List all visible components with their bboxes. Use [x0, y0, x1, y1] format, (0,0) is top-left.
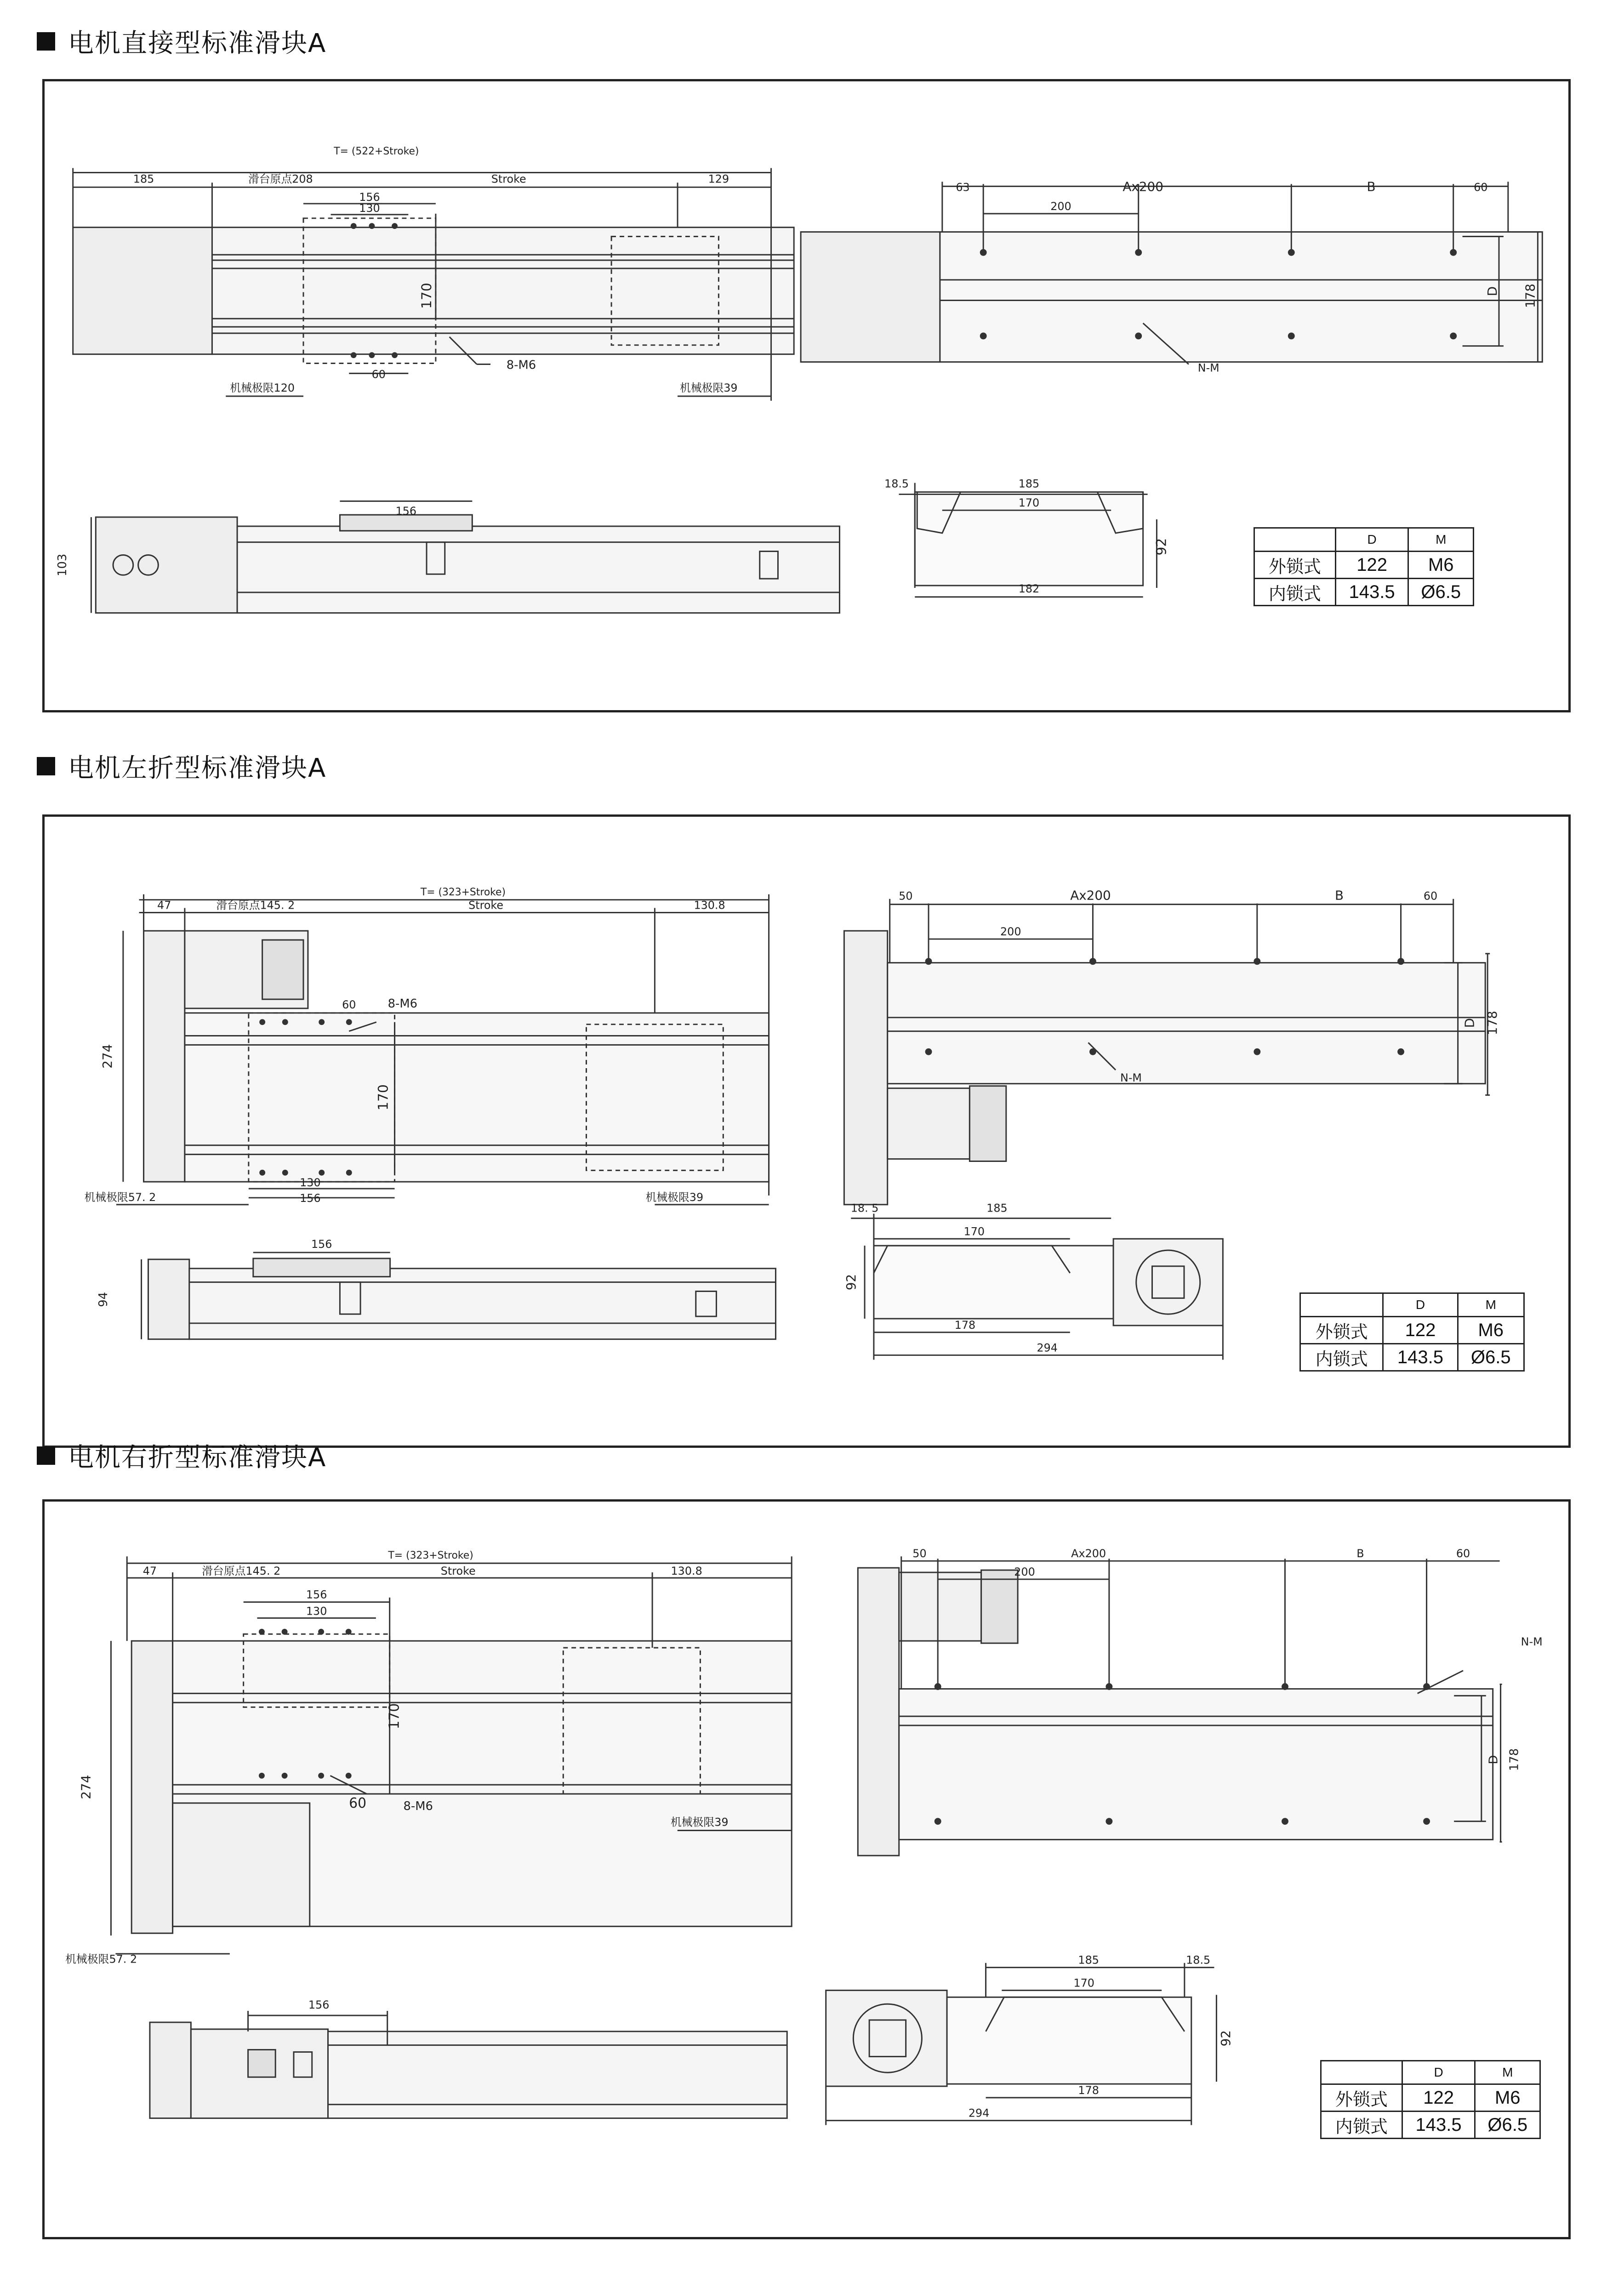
- dim-60: 60: [342, 998, 356, 1011]
- dim-end-92: 92: [843, 1274, 859, 1291]
- dim-side-156: 156: [311, 1238, 332, 1251]
- limit-right-label: 机械极限39: [670, 1816, 729, 1829]
- dim-63: 63: [956, 181, 970, 194]
- section-title-text: 电机右折型标准滑块A: [68, 1443, 327, 1473]
- side-view-labels: [308, 1998, 330, 2011]
- right-end-label: 129: [708, 172, 729, 186]
- stroke-label: Stroke: [491, 172, 526, 186]
- dim-end-294: 294: [968, 2106, 990, 2120]
- dim-200: 200: [1014, 1565, 1035, 1578]
- dim-end-18-5: 18.5: [884, 477, 909, 490]
- row-internal-d: 143.5: [1335, 579, 1408, 606]
- row-internal-label: 内锁式: [1254, 579, 1336, 606]
- dim-50: 50: [912, 1547, 927, 1560]
- dim-end-92: 92: [1218, 2030, 1234, 2047]
- dim-60: 60: [371, 368, 386, 381]
- dim-b: B: [1356, 1547, 1364, 1560]
- rail-body: [212, 228, 794, 354]
- dim-end-182: 182: [1018, 582, 1040, 595]
- left-block-label: 185: [133, 172, 154, 186]
- row-external-label: 外锁式: [1254, 552, 1336, 579]
- dim-end-170: 170: [1073, 1976, 1094, 1990]
- dim-ax200: Ax200: [1071, 1547, 1106, 1560]
- dim-170: 170: [375, 1084, 392, 1110]
- stroke-label: Stroke: [468, 899, 504, 912]
- screw-label: 8-M6: [387, 996, 418, 1011]
- drawing-panel-direct: [42, 79, 1571, 712]
- row-external-d: 122: [1402, 2084, 1475, 2112]
- nm-label: N-M: [1197, 361, 1219, 375]
- col-m: M: [1475, 2061, 1540, 2084]
- dim-end-18-5: 18.5: [1186, 1953, 1211, 1967]
- row-internal-m: Ø6.5: [1408, 579, 1474, 606]
- total-length-label: T= (522+Stroke): [334, 145, 419, 157]
- col-d: D: [1402, 2061, 1475, 2084]
- nm-label: N-M: [1521, 1635, 1543, 1649]
- drawing-panel-right-fold: [42, 1499, 1571, 2239]
- front-view: [116, 894, 769, 1205]
- limit-right-label: 机械极限39: [680, 381, 738, 395]
- dim-178: 178: [1507, 1748, 1521, 1771]
- dim-156: 156: [300, 1191, 321, 1205]
- screw-label: 8-M6: [403, 1799, 433, 1813]
- dim-60-top: 60: [1456, 1547, 1470, 1560]
- col-m: M: [1408, 528, 1474, 552]
- motor-block: [73, 228, 212, 354]
- dim-end-294: 294: [1037, 1341, 1058, 1355]
- lock-spec-table: [1320, 2060, 1541, 2139]
- dim-200: 200: [1000, 925, 1021, 939]
- section-title-text: 电机左折型标准滑块A: [68, 753, 327, 783]
- dim-end-178: 178: [954, 1318, 976, 1332]
- dim-end-178: 178: [1078, 2083, 1099, 2097]
- dim-b: B: [1334, 888, 1344, 903]
- limit-left-label: 机械极限57. 2: [84, 1190, 156, 1204]
- limit-left-label: 机械极限120: [230, 381, 295, 395]
- dim-side-94: 94: [97, 1292, 111, 1307]
- dim-end-185: 185: [1078, 1953, 1099, 1967]
- top-view: [844, 899, 1490, 1205]
- right-end-label: 130.8: [694, 899, 725, 912]
- dim-178: 178: [1522, 284, 1538, 308]
- limit-left-label: 机械极限57. 2: [65, 1952, 137, 1966]
- dim-side-156: 156: [395, 505, 417, 518]
- row-external-d: 122: [1335, 552, 1408, 579]
- screw-label: 8-M6: [506, 358, 536, 372]
- left-block-label: 47: [157, 899, 171, 912]
- col-m: M: [1458, 1293, 1524, 1317]
- origin-label: 滑台原点145. 2: [202, 1565, 281, 1578]
- dim-274: 274: [78, 1775, 94, 1799]
- top-view: [801, 182, 1542, 364]
- row-internal-d: 143.5: [1383, 1344, 1458, 1371]
- row-external-m: M6: [1475, 2084, 1540, 2112]
- section-1-title: [37, 21, 326, 62]
- left-block-label: 47: [142, 1565, 157, 1578]
- dim-ax200: Ax200: [1123, 179, 1163, 194]
- row-internal-label: 内锁式: [1300, 1344, 1383, 1371]
- stroke-label: Stroke: [440, 1565, 476, 1578]
- dim-200: 200: [1050, 199, 1071, 213]
- dim-b: B: [1367, 179, 1376, 194]
- dim-60: 60: [349, 1795, 367, 1811]
- nm-label: N-M: [1120, 1071, 1142, 1084]
- dim-130: 130: [359, 201, 380, 215]
- side-view: [142, 1252, 776, 1339]
- dim-side-156: 156: [308, 1998, 330, 2012]
- end-view: [851, 1214, 1223, 1360]
- dim-170: 170: [418, 283, 435, 309]
- section-title-text: 电机直接型标准滑块A: [68, 28, 327, 58]
- total-length-label: T= (323+Stroke): [420, 886, 506, 898]
- square-bullet-icon: [37, 1446, 55, 1465]
- dim-50: 50: [899, 889, 913, 903]
- dim-end-185: 185: [1018, 477, 1040, 490]
- drawing-panel-left-fold: [42, 814, 1571, 1448]
- dim-130: 130: [300, 1176, 321, 1190]
- section-2-title: [37, 746, 326, 787]
- dim-end-170: 170: [1018, 496, 1040, 510]
- row-internal-label: 内锁式: [1321, 2112, 1402, 2139]
- dim-end-18-5: 18. 5: [850, 1201, 879, 1215]
- dim-156: 156: [359, 191, 380, 204]
- col-d: D: [1335, 528, 1408, 552]
- dim-d: D: [1487, 1755, 1501, 1764]
- row-internal-d: 143.5: [1402, 2112, 1475, 2139]
- total-length-label: T= (323+Stroke): [388, 1550, 473, 1562]
- dim-d: D: [1485, 286, 1500, 296]
- right-end-label: 130.8: [671, 1565, 702, 1578]
- square-bullet-icon: [37, 32, 55, 51]
- square-bullet-icon: [37, 757, 55, 775]
- lock-spec-table: [1254, 527, 1474, 606]
- dim-60-top: 60: [1474, 181, 1488, 194]
- top-view: [858, 1556, 1502, 1856]
- dim-end-170: 170: [963, 1225, 985, 1238]
- dim-178: 178: [1485, 1011, 1500, 1036]
- section-3-title: [37, 1435, 326, 1476]
- front-view: [111, 1556, 792, 1954]
- dim-130: 130: [306, 1605, 327, 1618]
- dim-156: 156: [306, 1588, 327, 1601]
- lock-spec-table: [1299, 1292, 1525, 1372]
- row-external-label: 外锁式: [1300, 1317, 1383, 1344]
- end-view: [826, 1963, 1217, 2125]
- dim-side-103: 103: [55, 553, 69, 576]
- row-external-label: 外锁式: [1321, 2084, 1402, 2112]
- dim-274: 274: [100, 1044, 115, 1069]
- technical-drawing: [45, 81, 1568, 710]
- dim-d: D: [1462, 1018, 1477, 1028]
- dim-170: 170: [386, 1703, 403, 1730]
- limit-right-label: 机械极限39: [645, 1190, 704, 1204]
- row-external-d: 122: [1383, 1317, 1458, 1344]
- dim-end-185: 185: [986, 1201, 1008, 1215]
- row-external-m: M6: [1408, 552, 1474, 579]
- dim-end-92: 92: [1153, 538, 1170, 556]
- dim-60-top: 60: [1423, 889, 1438, 903]
- row-internal-m: Ø6.5: [1475, 2112, 1540, 2139]
- side-view: [150, 2011, 787, 2118]
- origin-label: 滑台原点208: [248, 172, 313, 186]
- dim-ax200: Ax200: [1070, 888, 1111, 903]
- row-external-m: M6: [1458, 1317, 1524, 1344]
- origin-label: 滑台原点145. 2: [216, 899, 295, 912]
- col-d: D: [1383, 1293, 1458, 1317]
- row-internal-m: Ø6.5: [1458, 1344, 1524, 1371]
- side-view: [91, 501, 839, 613]
